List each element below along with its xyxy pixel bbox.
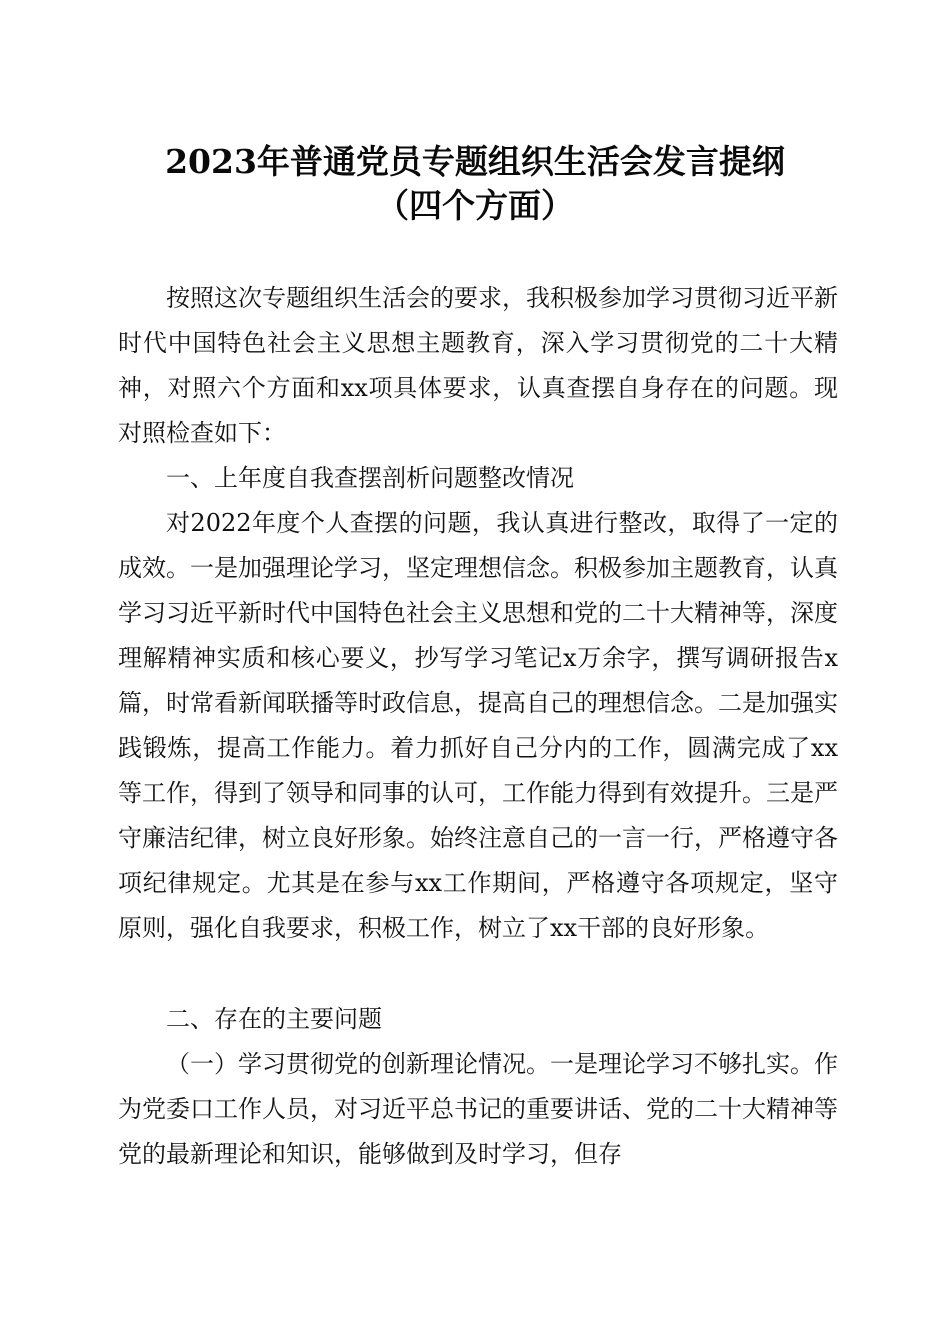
subsection-body: 一是理论学习不够扎实。作为党委口工作人员，对习近平总书记的重要讲话、党的二十大精神等党的最新理论和知识，能够做到及时学习，但存 [118,1050,838,1168]
document-title: 2023年普通党员专题组织生活会发言提纲 [165,142,785,181]
subsection-heading: （一）学习贯彻党的创新理论情况。 [166,1050,550,1078]
section-heading-1: 一、上年度自我查摆剖析问题整改情况 [166,464,574,492]
intro-paragraph: 按照这次专题组织生活会的要求，我积极参加学习贯彻习近平新时代中国特色社会主义思想主题教育，深入学习贯彻党的二十大精神，对照六个方面和xx项具体要求，认真查摆自身存在的问题。现对照检查如下： [118,284,838,447]
section-2-paragraph [118,1042,838,1177]
document-subtitle: （四个方面） [376,186,574,225]
section-1-body: 对2022年度个人查摆的问题，我认真进行整改，取得了一定的成效。一是加强理论学习，坚定理想信念。积极参加主题教育，认真学习习近平新时代中国特色社会主义思想和党的二十大精神等，深度理解精神实质和核心要义，抄写学习笔记x万余字，撰写调研报告x篇，时常看新闻联播等时政信息，提高自己的理想信念。二是加强实践锻炼，提高工作能力。着力抓好自己分内的工作，圆满完成了xx等工作，得到了领导和同事的认可，工作能力得到有效提升。三是严守廉洁纪律，树立良好形象。始终注意自己的一言一行，严格遵守各项纪律规定。尤其是在参与xx工作期间，严格遵守各项规定，坚守原则，强化自我要求，积极工作，树立了xx干部的良好形象。 [118,509,838,942]
section-heading-2: 二、存在的主要问题 [166,1005,382,1033]
